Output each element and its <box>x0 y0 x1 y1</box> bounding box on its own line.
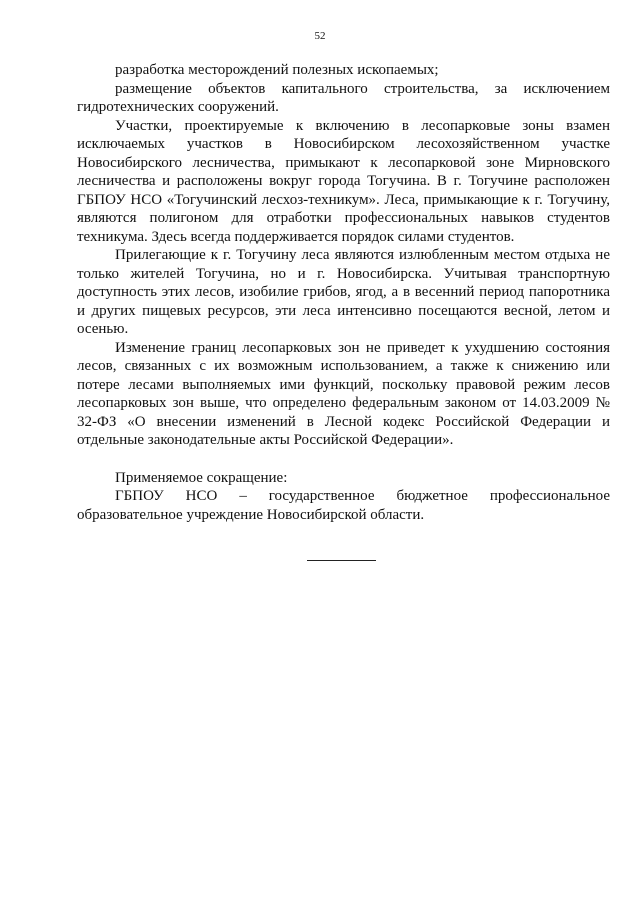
paragraph-recreation: Прилегающие к г. Тогучину леса являются излюбленным местом отдыха не только жителей Тогучина, но и г. Новосибирска. Учитывая транспортную доступность этих лесов, изобилие грибов, ягод, а в весенний период папоротника и других пищевых ресурсов, эти леса интенсивно посещаются весной, летом и осенью. <box>77 247 610 337</box>
abbreviations-heading: Применяемое сокращение: <box>115 469 288 486</box>
document-body <box>77 61 610 524</box>
paragraph-boundary-change: Изменение границ лесопарковых зон не приведет к ухудшению состояния лесов, связанных с их возможным использованием, а также к снижению или потере лесами выполняемых ими функций, поскольку правовой режим лесов лесопарковых зон выше, что определено федеральным законом от 14.03.2009 № 32-ФЗ «О внесении изменений в Лесной кодекс Российской Федерации и отдельные законодательные акты Российской Федерации». <box>77 339 610 448</box>
paragraph-plots: Участки, проектируемые к включению в лесопарковые зоны взамен исключаемых участков в Новосибирском лесохозяйственном участке Новосибирского лесничества, примыкают к лесопарковой зоне Мирновского лесничества и расположены вокруг города Тогучина. В г. Тогучине расположен ГБПОУ НСО «Тогучинский лесхоз-техникум». Леса, примыкающие к г. Тогучину, являются полигоном для отработки профессиональных навыков студентов техникума. Здесь всегда поддерживается порядок силами студентов. <box>77 117 610 245</box>
end-separator-line <box>307 560 376 561</box>
page-number: 52 <box>314 30 326 42</box>
paragraph-construction: размещение объектов капитального строительства, за исключением гидротехнических сооружений. <box>77 80 610 115</box>
paragraph-spacer <box>77 450 610 469</box>
paragraph-mining: разработка месторождений полезных ископаемых; <box>115 62 439 78</box>
abbreviation-definition: ГБПОУ НСО – государственное бюджетное профессиональное образовательное учреждение Новосибирской области. <box>77 488 610 523</box>
